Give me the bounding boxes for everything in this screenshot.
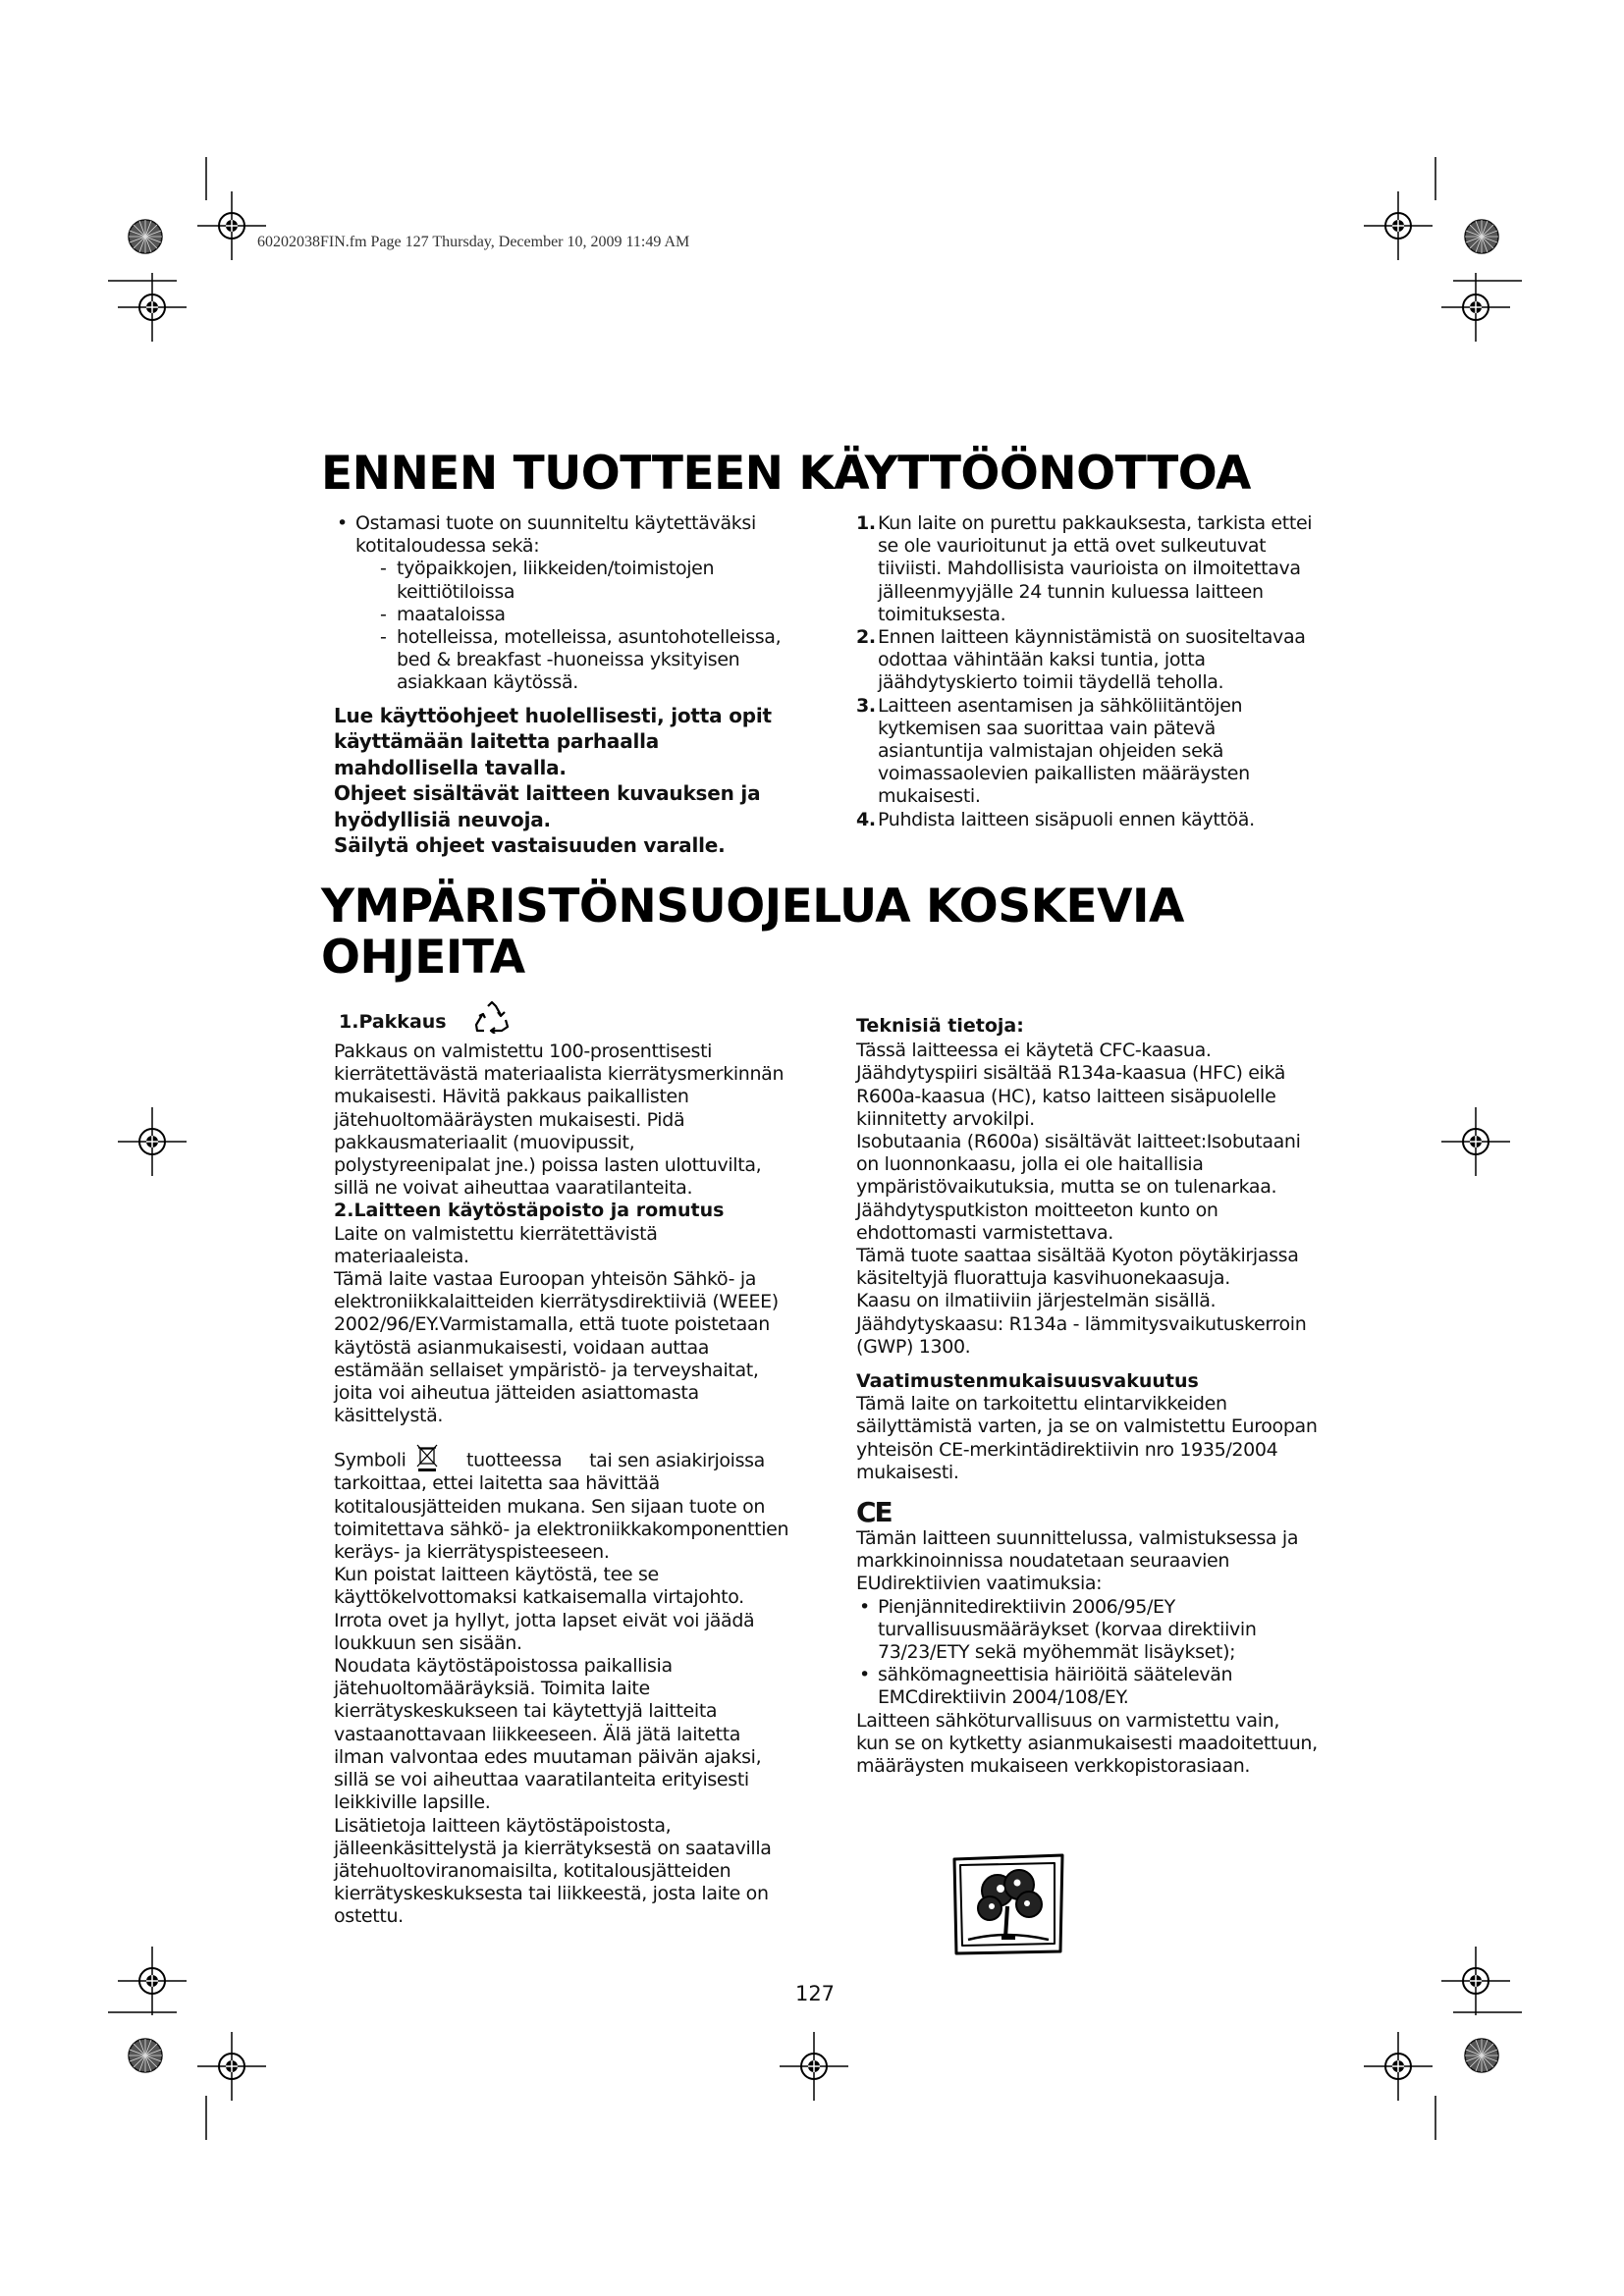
recycle-icon bbox=[474, 1000, 510, 1034]
registration-mark-icon bbox=[129, 220, 162, 253]
page-number: 127 bbox=[794, 1982, 836, 2005]
packaging-heading: 1.Pakkaus bbox=[334, 1011, 795, 1041]
technical-info-heading: Teknisiä tietoja: bbox=[856, 1015, 1024, 1037]
registration-mark-icon bbox=[118, 1107, 187, 1176]
packaging-text: Pakkaus on valmistettu 100-prosenttisesti kierrätettävästä materiaalista kierrätysmerkinnän mukaisesti. Hävitä pakkaus paikallisten jätehuoltomääräysten mukaisesti. Pidä pakkausmateriaalit (muovipussit, polystyreenipalat jne.) poissa lasten ulottuvilta, sillä ne voivat aiheuttaa vaaratilanteita. bbox=[334, 1041, 785, 1200]
registration-mark-icon bbox=[1465, 2039, 1498, 2072]
list-item: 4. Puhdista laitteen sisäpuoli ennen käyttöä. bbox=[856, 808, 1255, 830]
list-item: - maataloissa bbox=[377, 604, 795, 626]
weee-symbol-text: tarkoittaa, ettei laitetta saa hävittää kotitalousjätteiden mukana. Sen sijaan tuote on toimitettava sähkö- ja elektroniikkakomponenttien keräys- ja kierrätyspisteeseen. Kun poistat laitteen käytöstä, tee se käyttökelvottomaksi katkaisemalla virtajohto. Irrota ovet ja hyllyt, jotta lapset eivät voi jäädä loukkuun sen sisään. Noudata käytöstäpoistossa paikallisia jätehuoltomääräyksiä. Toimita laite kierrätyskeskukseen tai käytettyjä laitteita vastaanottavaan liikkeeseen. Älä jätä laitetta ilman valvontaa edes muutaman päivän ajaksi, sillä se voi aiheuttaa vaaratilanteita erityisesti leikkiville lapsille. Lisätietoja laitteen käytöstäpoistosta, jälleenkäsittelystä ja kierrätyksestä on saatavilla jätehuoltoviranomaisilta, kotitalousjätteiden kierrätyskeskuksesta tai liikkeestä, josta laite on ostettu. bbox=[334, 1472, 789, 1928]
registration-mark-icon bbox=[780, 2032, 848, 2101]
list-item: • Pienjännitedirektiivin 2006/95/EY turvallisuusmääräykset (korvaa direktiivin 73/23/ETY sekä myöhemmät lisäykset); bbox=[856, 1596, 1318, 1665]
disposal-heading: 2.Laitteen käytöstäpoisto ja romutus bbox=[334, 1200, 725, 1222]
ce-directives-text: Tämän laitteen suunnittelussa, valmistuksessa ja markkinoinnissa noudatetaan seuraavien EUdirektiivien vaatimuksia: bbox=[856, 1527, 1299, 1595]
declaration-text: Tämä laite on tarkoitettu elintarvikkeiden säilyttämistä varten, ja se on valmistettu Euroopan yhteisön CE-merkintädirektiivin nro 1935/2004 mukaisesti. bbox=[856, 1393, 1318, 1483]
use-places-list bbox=[355, 558, 795, 694]
list-item: - työpaikkojen, liikkeiden/toimistojen keittiötiloissa bbox=[377, 558, 795, 603]
keep-instructions-note: Säilytä ohjeet vastaisuuden varalle. bbox=[334, 833, 726, 858]
registration-mark-icon bbox=[1441, 273, 1510, 342]
registration-mark-icon bbox=[1364, 2032, 1433, 2101]
eco-tree-logo-icon bbox=[947, 1849, 1070, 1959]
list-item: 2. Ennen laitteen käynnistämistä on suositeltavaa odottaa vähintään kaksi tuntia, jotta jäähdytyskierto toimii täydellä teholla. bbox=[856, 626, 1306, 694]
ce-mark-icon: CE bbox=[856, 1496, 892, 1529]
file-info-header: 60202038FIN.fm Page 127 Thursday, December 10, 2009 11:49 AM bbox=[257, 234, 690, 250]
before-use-right-column bbox=[856, 512, 1318, 831]
section-title-before-use: ENNEN TUOTTEEN KÄYTTÖÖNOTTOA bbox=[321, 447, 1251, 501]
setup-steps-list bbox=[856, 512, 1318, 831]
declaration-heading: Vaatimustenmukaisuusvakuutus bbox=[856, 1370, 1199, 1393]
registration-mark-icon bbox=[1441, 1947, 1510, 2015]
list-item: • sähkömagneettisia häiriöitä säätelevän EMCdirektiivin 2004/108/EY. bbox=[856, 1664, 1318, 1709]
household-use-bullet: • Ostamasi tuote on suunniteltu käytettäväksi kotitaloudessa sekä: - työpaikkojen, liikkeiden/toimistojen keittiötiloissa - maataloissa - hotelleissa, motelleissa, asuntohotelleissa, bed & breakfast -huoneissa yksityisen asiakkaan käytössä. bbox=[334, 512, 795, 695]
instructions-content-note: Ohjeet sisältävät laitteen kuvauksen ja hyödyllisiä neuvoja. bbox=[334, 781, 761, 831]
section-title-environment: YMPÄRISTÖNSUOJELUA KOSKEVIA OHJEITA bbox=[321, 880, 1184, 985]
registration-mark-icon bbox=[118, 273, 187, 342]
disposal-text: Laite on valmistettu kierrätettävistä materiaaleista. Tämä laite vastaa Euroopan yhteisön Sähkö- ja elektroniikkalaitteiden kierrätysdirektiiviä (WEEE) 2002/96/EY.Varmistamalla, että tuote poistetaan käytöstä asianmukaisesti, voidaan auttaa estämään sellaiset ympäristö- ja terveyshaitat, joita voi aiheutua jätteiden asiattomasta käsittelystä. bbox=[334, 1222, 779, 1427]
list-item: 3. Laitteen asentamisen ja sähköliitäntöjen kytkemisen saa suorittaa vain pätevä asiantuntija valmistajan ohjeiden sekä voimassaolevien paikallisten määräysten mukaisesti. bbox=[856, 694, 1250, 808]
registration-mark-icon bbox=[129, 2039, 162, 2072]
read-instructions-note: Lue käyttöohjeet huolellisesti, jotta opit käyttämään laitetta parhaalla mahdollisella tavalla. bbox=[334, 703, 772, 779]
list-item: - hotelleissa, motelleissa, asuntohotelleissa, bed & breakfast -huoneissa yksityisen asiakkaan käytössä. bbox=[377, 626, 795, 695]
technical-info-text: Tässä laitteessa ei käytetä CFC-kaasua. Jäähdytyspiiri sisältää R134a-kaasua (HFC) eikä R600a-kaasua (HC), katso laitteen sisäpuolelle kiinnitetty arvokilpi. Isobutaania (R600a) sisältävät laitteet:Isobutaani on luonnonkaasu, jolla ei ole haitallisia ympäristövaikutuksia, mutta se on tulenarkaa. Jäähdytysputkiston moitteeton kunto on ehdottomasti varmistettava. Tämä tuote saattaa sisältää Kyoton pöytäkirjassa käsiteltyjä fluorattuja kasvihuonekaasuja. Kaasu on ilmatiiviin järjestelmän sisällä. Jäähdytyskaasu: R134a - lämmitysvaikutuskerroin (GWP) 1300. bbox=[856, 1040, 1307, 1358]
before-use-left-column bbox=[334, 512, 795, 859]
registration-mark-icon bbox=[197, 2032, 266, 2101]
registration-mark-icon bbox=[118, 1947, 187, 2015]
registration-mark-icon bbox=[1441, 1107, 1510, 1176]
environment-right-column bbox=[856, 1015, 1318, 1778]
registration-mark-icon bbox=[1465, 220, 1498, 253]
list-item: 1. Kun laite on purettu pakkauksesta, tarkista ettei se ole vaurioitunut ja että ovet sulkeutuvat tiiviisti. Mahdollisista vaurioista on ilmoitettava jälleenmyyjälle 24 tunnin kuluessa laitteen toimituksesta. bbox=[856, 512, 1313, 625]
ce-directives-list bbox=[856, 1596, 1318, 1710]
registration-mark-icon bbox=[197, 191, 266, 260]
crossed-bin-icon bbox=[415, 1443, 439, 1472]
weee-symbol-line: Symboli tuotteessa tai sen asiakirjoissa bbox=[334, 1449, 795, 1472]
registration-mark-icon bbox=[1364, 191, 1433, 260]
environment-left-column bbox=[334, 1011, 795, 1929]
electrical-safety-text: Laitteen sähköturvallisuus on varmistettu vain, kun se on kytketty asianmukaisesti maadoitettuun, määräysten mukaiseen verkkopistorasiaan. bbox=[856, 1709, 1318, 1778]
